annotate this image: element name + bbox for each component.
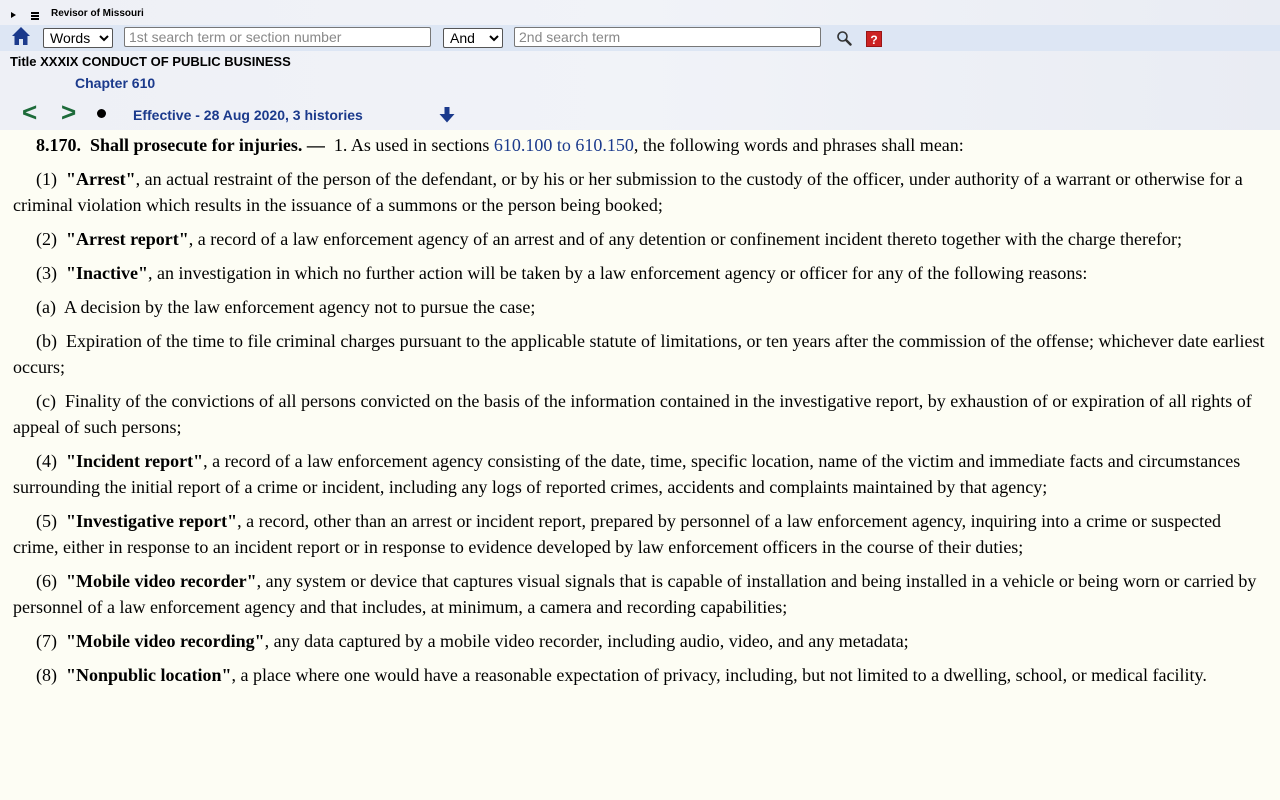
intro-suffix: , the following words and phrases shall mean: bbox=[633, 135, 964, 155]
item-text: , an investigation in which no further action will be taken by a law enforcement agency or officer for any of the following reasons: bbox=[147, 263, 1088, 283]
site-name[interactable]: Revisor of Missouri bbox=[51, 8, 144, 19]
item-label: (c) bbox=[36, 391, 56, 411]
definition-item bbox=[0, 628, 1280, 654]
defined-term: "Nonpublic location" bbox=[66, 665, 232, 685]
search-bar bbox=[0, 25, 1280, 51]
section-intro bbox=[0, 132, 1280, 158]
defined-term: "Mobile video recording" bbox=[66, 631, 265, 651]
item-label: (b) bbox=[36, 331, 57, 351]
definition-item bbox=[0, 328, 1280, 380]
item-label: (1) bbox=[36, 169, 57, 189]
header bbox=[0, 0, 1280, 130]
dot-icon[interactable] bbox=[97, 109, 106, 118]
home-icon[interactable] bbox=[11, 26, 31, 46]
prev-section-button[interactable]: < bbox=[22, 97, 38, 127]
item-text: , a record, other than an arrest or incident report, prepared by personnel of a law enforcement agency, inquiring into a crime or suspected crime, either in response to an incident report or in response to evidence developed by law enforcement officers in the course of their duties; bbox=[13, 511, 1222, 557]
item-text: , a place where one would have a reasonable expectation of privacy, including, but not limited to a dwelling, school, or medical facility. bbox=[231, 665, 1207, 685]
item-label: (7) bbox=[36, 631, 57, 651]
search-mode-select[interactable] bbox=[43, 28, 113, 48]
item-text: Expiration of the time to file criminal charges pursuant to the applicable statute of limitations, or ten years after the commission of the offense; whichever date earliest occurs; bbox=[13, 331, 1265, 377]
definition-item bbox=[0, 568, 1280, 620]
defined-term: "Incident report" bbox=[66, 451, 204, 471]
defined-term: "Inactive" bbox=[66, 263, 148, 283]
item-label: (2) bbox=[36, 229, 57, 249]
down-arrow-icon[interactable] bbox=[438, 106, 456, 124]
effective-date-link[interactable]: Effective - 28 Aug 2020, 3 histories bbox=[133, 107, 363, 123]
item-text: , a record of a law enforcement agency of an arrest and of any detention or confinement incident thereto together with the charge therefor; bbox=[188, 229, 1183, 249]
section-number: 8.170. bbox=[36, 135, 81, 155]
definition-item bbox=[0, 294, 1280, 320]
item-text: , a record of a law enforcement agency consisting of the date, time, specific location, name of the victim and immediate facts and circumstances surrounding the initial report of a crime or incident, including any logs of reported crimes, accidents and complaints maintained by that agency; bbox=[13, 451, 1241, 497]
definition-item bbox=[0, 448, 1280, 500]
help-icon[interactable]: ? bbox=[866, 31, 882, 47]
next-section-button[interactable]: > bbox=[61, 97, 77, 127]
first-search-input[interactable] bbox=[124, 27, 431, 47]
definition-item bbox=[0, 260, 1280, 286]
defined-term: "Arrest report" bbox=[66, 229, 189, 249]
definition-item bbox=[0, 226, 1280, 252]
section-content bbox=[0, 130, 1280, 800]
item-text: , an actual restraint of the person of the defendant, or by his or her submission to the custody of the officer, under authority of a warrant or otherwise for a criminal violation which results in the issuance of a summons or the person being booked; bbox=[13, 169, 1243, 215]
definition-item bbox=[0, 662, 1280, 688]
title-line: Title XXXIX CONDUCT OF PUBLIC BUSINESS bbox=[10, 54, 291, 69]
definition-item bbox=[0, 166, 1280, 218]
defined-term: "Mobile video recorder" bbox=[66, 571, 257, 591]
sections-link[interactable]: 610.100 to 610.150 bbox=[493, 135, 634, 155]
item-label: (5) bbox=[36, 511, 57, 531]
defined-term: "Arrest" bbox=[66, 169, 136, 189]
second-search-input[interactable] bbox=[514, 27, 821, 47]
item-label: (3) bbox=[36, 263, 57, 283]
item-text: , any system or device that captures visual signals that is capable of installation and being installed in a vehicle or being worn or carried by personnel of a law enforcement agency and that includes, at minimum, a camera and recording capabilities; bbox=[13, 571, 1257, 617]
item-label: (4) bbox=[36, 451, 57, 471]
hamburger-icon[interactable] bbox=[31, 12, 39, 19]
item-text: , any data captured by a mobile video recorder, including audio, video, and any metadata; bbox=[264, 631, 909, 651]
item-text: A decision by the law enforcement agency not to pursue the case; bbox=[64, 297, 536, 317]
item-label: (6) bbox=[36, 571, 57, 591]
section-heading: Shall prosecute for injuries. — bbox=[90, 135, 325, 155]
triangle-right-icon[interactable] bbox=[11, 12, 16, 18]
chapter-link[interactable]: Chapter 610 bbox=[75, 75, 156, 91]
item-text: Finality of the convictions of all persons convicted on the basis of the information contained in the investigative report, by exhaustion of or expiration of all rights of appeal of such persons; bbox=[13, 391, 1252, 437]
item-label: (8) bbox=[36, 665, 57, 685]
intro-prefix: 1. As used in sections bbox=[333, 135, 490, 155]
definition-item bbox=[0, 508, 1280, 560]
search-operator-select[interactable] bbox=[443, 28, 503, 48]
definition-item bbox=[0, 388, 1280, 440]
defined-term: "Investigative report" bbox=[66, 511, 238, 531]
magnifier-icon[interactable] bbox=[836, 30, 852, 46]
item-label: (a) bbox=[36, 297, 56, 317]
definition-list bbox=[0, 166, 1280, 688]
